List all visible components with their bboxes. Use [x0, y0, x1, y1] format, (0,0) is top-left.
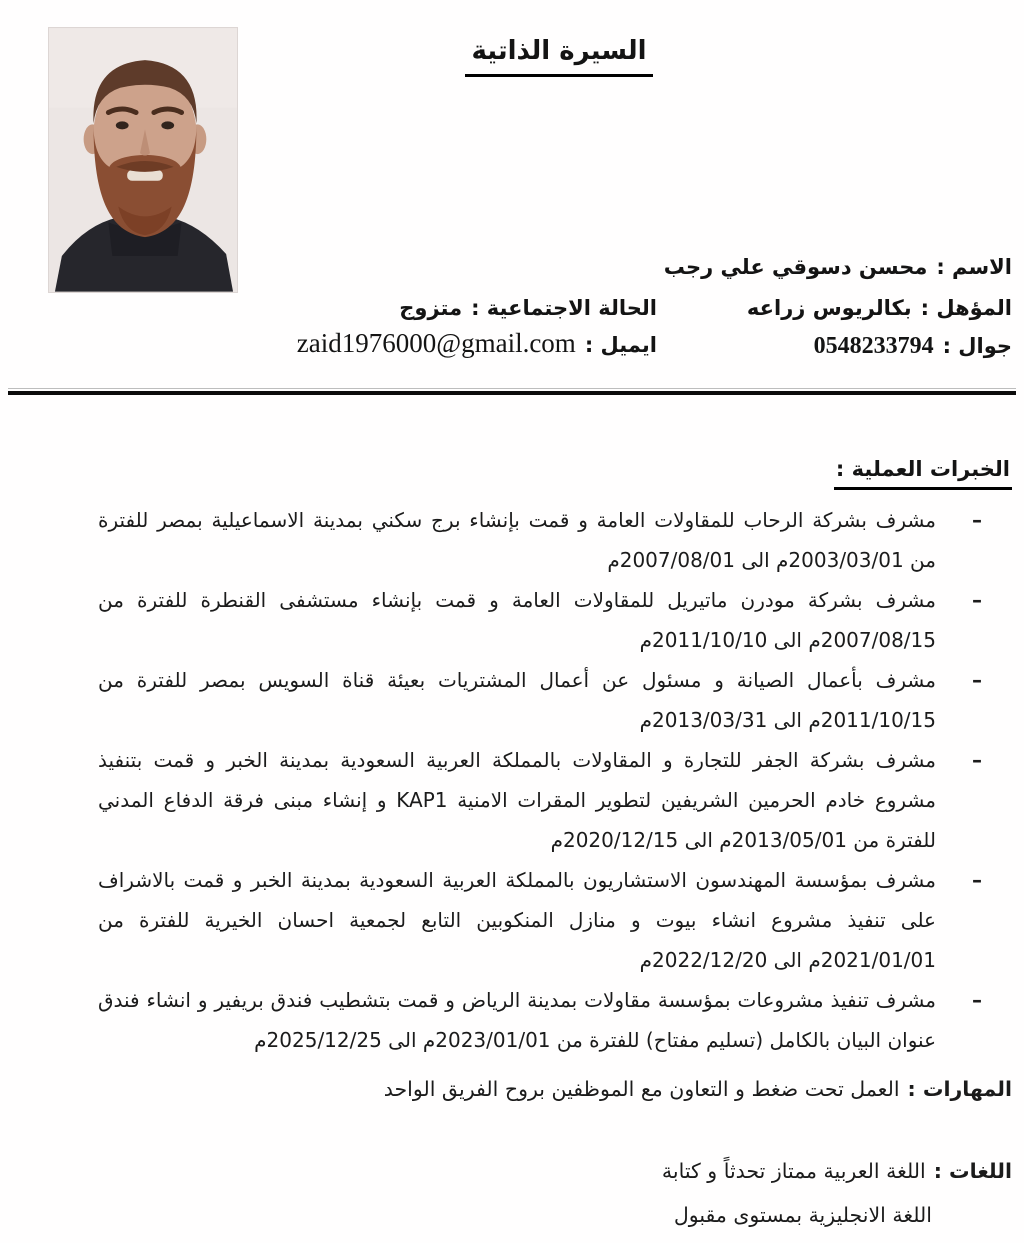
- dash-bullet-icon: –: [972, 668, 982, 692]
- experience-item-text: مشرف بشركة الرحاب للمقاولات العامة و قمت بإنشاء برج سكني بمدينة الاسماعيلية بمصر للفترة من 2003/03/01م الى 2007/08/01م: [98, 508, 936, 572]
- experience-item: [98, 740, 982, 860]
- section-divider-shadow: [8, 388, 1016, 389]
- dash-bullet-icon: –: [972, 508, 982, 532]
- dash-bullet-icon: –: [972, 748, 982, 772]
- email-row: [297, 328, 657, 360]
- language-english-text: اللغة الانجليزية بمستوى مقبول: [673, 1203, 932, 1227]
- name-label: الاسم :: [936, 255, 1012, 279]
- mobile-row: [814, 331, 1012, 361]
- dash-bullet-icon: –: [972, 588, 982, 612]
- experience-item: [98, 500, 982, 580]
- experience-item-text: مشرف بمؤسسة المهندسون الاستشاريون بالمملكة العربية السعودية بمدينة الخبر و قمت بالاشراف على تنفيذ مشروع انشاء بيوت و منازل المنكوبين التابع لجمعية احسان الخيرية للفترة من 2021/01/01م الى 2022/12/20م: [98, 868, 936, 972]
- title-row: [0, 36, 1024, 77]
- email-value: zaid1976000@gmail.com: [296, 328, 576, 358]
- experience-header-row: [834, 457, 1012, 490]
- email-label: ايميل :: [584, 333, 657, 357]
- languages-row: [662, 1156, 1012, 1186]
- marital-status-row: [399, 293, 657, 323]
- page-title: السيرة الذاتية: [465, 36, 652, 77]
- experience-item: [98, 980, 982, 1060]
- experience-item-text: مشرف بشركة مودرن ماتيريل للمقاولات العامة و قمت بإنشاء مستشفى القنطرة للفترة من 2007/08/15م الى 2011/10/10م: [98, 588, 936, 652]
- experience-item-text: مشرف تنفيذ مشروعات بمؤسسة مقاولات بمدينة الرياض و قمت بتشطيب فندق بريفير و انشاء فندق عنوان البيان بالكامل (تسليم مفتاح) للفترة من 2023/01/01م الى 2025/12/25م: [98, 988, 936, 1052]
- qualification-row: [747, 293, 1012, 323]
- marital-status-value: متزوج: [399, 296, 463, 320]
- experience-list: [98, 500, 982, 1060]
- experience-item: [98, 660, 982, 740]
- languages-label: اللغات :: [933, 1159, 1012, 1183]
- dash-bullet-icon: –: [972, 868, 982, 892]
- skills-text: العمل تحت ضغط و التعاون مع الموظفين بروح الفريق الواحد: [383, 1077, 900, 1101]
- skills-label: المهارات :: [907, 1077, 1012, 1101]
- section-divider: [8, 391, 1016, 395]
- dash-bullet-icon: –: [972, 988, 982, 1012]
- qualification-value: بكالريوس زراعه: [746, 296, 912, 320]
- experience-item-text: مشرف بشركة الجفر للتجارة و المقاولات بالمملكة العربية السعودية بمدينة الخبر و قمت بتنفيذ مشروع خادم الحرمين الشريفين لتطوير المقرات الامنية KAP1 و إنشاء مبنى فرقة الدفاع المدني للفترة من 2013/05/01م الى 2020/12/15م: [98, 748, 937, 852]
- mobile-number: 0548233794: [813, 333, 934, 359]
- language-arabic-text: اللغة العربية ممتاز تحدثاً و كتابة: [661, 1159, 926, 1183]
- name-row: [664, 252, 1012, 282]
- name-value: محسن دسوقي علي رجب: [663, 255, 928, 279]
- experience-item-text: مشرف بأعمال الصيانة و مسئول عن أعمال المشتريات بعيئة قناة السويس بمصر للفترة من 2011/10/15م الى 2013/03/31م: [98, 668, 936, 732]
- marital-status-label: الحالة الاجتماعية :: [471, 296, 657, 320]
- qualification-label: المؤهل :: [920, 296, 1012, 320]
- experience-header: الخبرات العملية :: [834, 457, 1012, 490]
- skills-row: [384, 1074, 1012, 1104]
- experience-item: [98, 580, 982, 660]
- language-english-row: [674, 1200, 932, 1230]
- mobile-label: جوال :: [942, 334, 1012, 358]
- experience-item: [98, 860, 982, 980]
